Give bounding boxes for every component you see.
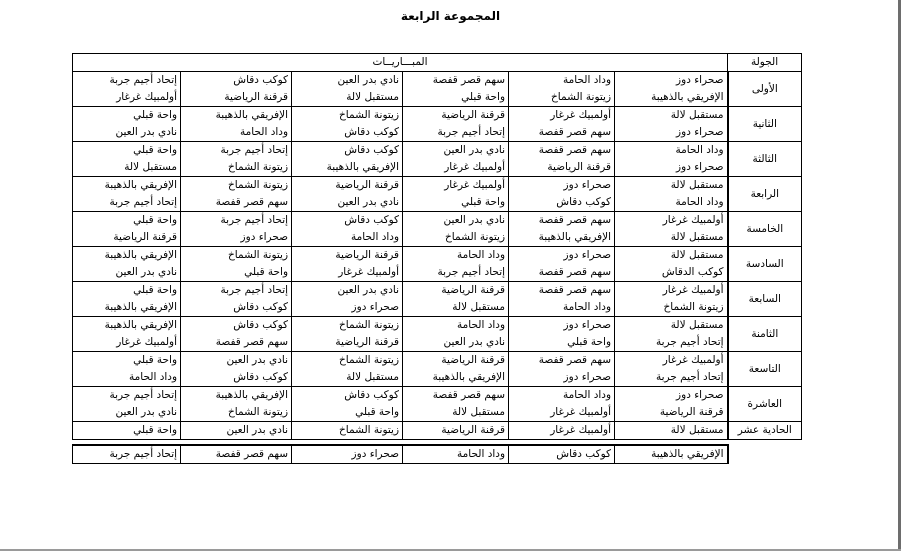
- team-cell: إتحاد أجيم جربة: [181, 282, 292, 300]
- team-cell: كوكب دقاش: [292, 142, 403, 160]
- round-label: التاسعة: [728, 352, 802, 387]
- team-cell: واحة قبلي: [73, 142, 181, 160]
- team-cell: وداد الحامة: [615, 142, 728, 160]
- team-cell: قرقنة الرياضية: [403, 282, 509, 300]
- team-cell: قرقنة الرياضية: [292, 177, 403, 195]
- team-cell: الإفريقي بالذهيبة: [615, 89, 728, 107]
- team-cell: أولمبيك غرغار: [292, 264, 403, 282]
- schedule-table: [72, 53, 802, 464]
- team-cell: قرقنة الرياضية: [181, 89, 292, 107]
- team-cell: سهم قصر قفصة: [181, 194, 292, 212]
- team-cell: قرقنة الرياضية: [292, 247, 403, 265]
- team-cell: زيتونة الشماخ: [615, 299, 728, 317]
- team-cell: واحة قبلي: [509, 334, 615, 352]
- team-cell: واحة قبلي: [73, 212, 181, 230]
- team-cell: الإفريقي بالذهيبة: [292, 159, 403, 177]
- page-title: المجموعة الرابعة: [400, 9, 501, 23]
- team-cell: مستقبل لالة: [615, 177, 728, 195]
- team-cell: واحة قبلي: [403, 89, 509, 107]
- team-cell: إتحاد أجيم جربة: [615, 369, 728, 387]
- round-label: الأولى: [728, 72, 802, 107]
- team-cell: قرقنة الرياضية: [403, 107, 509, 125]
- team-cell: واحة قبلي: [73, 107, 181, 125]
- round-label: الثالثة: [728, 142, 802, 177]
- team-cell: قرقنة الرياضية: [403, 352, 509, 370]
- team-cell: مستقبل لالة: [615, 107, 728, 125]
- team-cell: الإفريقي بالذهيبة: [181, 107, 292, 125]
- team-cell: مستقبل لالة: [615, 229, 728, 247]
- table-row-final: [73, 445, 802, 464]
- team-cell: سهم قصر قفصة: [509, 124, 615, 142]
- team-cell: قرقنة الرياضية: [509, 159, 615, 177]
- table-row: [73, 177, 802, 195]
- team-cell: إتحاد أجيم جربة: [615, 334, 728, 352]
- team-cell: أولمبيك غرغار: [73, 89, 181, 107]
- team-cell: واحة قبلي: [73, 282, 181, 300]
- team-cell: كوكب دقاش: [509, 445, 615, 464]
- team-cell: واحة قبلي: [292, 404, 403, 422]
- team-cell: كوكب دقاش: [292, 387, 403, 405]
- team-cell: نادي بدر العين: [292, 194, 403, 212]
- team-cell: مستقبل لالة: [403, 404, 509, 422]
- team-cell: نادي بدر العين: [403, 334, 509, 352]
- table-row: [73, 124, 802, 142]
- team-cell: مستقبل لالة: [615, 247, 728, 265]
- team-cell: إتحاد أجيم جربة: [73, 445, 181, 464]
- round-label: السابعة: [728, 282, 802, 317]
- team-cell: قرقنة الرياضية: [73, 229, 181, 247]
- team-cell: صحراء دوز: [292, 445, 403, 464]
- team-cell: الإفريقي بالذهيبة: [73, 317, 181, 335]
- team-cell: صحراء دوز: [509, 247, 615, 265]
- team-cell: إتحاد أجيم جربة: [73, 72, 181, 90]
- team-cell: أولمبيك غرغار: [509, 107, 615, 125]
- team-cell: نادي بدر العين: [403, 212, 509, 230]
- team-cell: سهم قصر قفصة: [403, 72, 509, 90]
- team-cell: كوكب دقاش: [292, 124, 403, 142]
- team-cell: وداد الحامة: [403, 445, 509, 464]
- round-label: السادسة: [728, 247, 802, 282]
- team-cell: أولمبيك غرغار: [403, 177, 509, 195]
- team-cell: سهم قصر قفصة: [181, 334, 292, 352]
- team-cell: نادي بدر العين: [73, 264, 181, 282]
- team-cell: نادي بدر العين: [73, 124, 181, 142]
- team-cell: أولمبيك غرغار: [509, 422, 615, 440]
- team-cell: مستقبل لالة: [615, 422, 728, 440]
- team-cell: زيتونة الشماخ: [292, 107, 403, 125]
- table-row: [73, 142, 802, 160]
- table-row: [73, 299, 802, 317]
- table-row: [73, 89, 802, 107]
- team-cell: الإفريقي بالذهيبة: [615, 445, 728, 464]
- team-cell: صحراء دوز: [181, 229, 292, 247]
- team-cell: صحراء دوز: [292, 299, 403, 317]
- schedule-body: [73, 72, 802, 464]
- team-cell: كوكب الدقاش: [615, 264, 728, 282]
- team-cell: نادي بدر العين: [403, 142, 509, 160]
- team-cell: أولمبيك غرغار: [615, 212, 728, 230]
- team-cell: كوكب دقاش: [181, 317, 292, 335]
- team-cell: مستقبل لالة: [292, 369, 403, 387]
- team-cell: وداد الحامة: [181, 124, 292, 142]
- team-cell: إتحاد أجيم جربة: [181, 142, 292, 160]
- table-row: [73, 317, 802, 335]
- team-cell: زيتونة الشماخ: [181, 177, 292, 195]
- team-cell: وداد الحامة: [509, 299, 615, 317]
- team-cell: وداد الحامة: [292, 229, 403, 247]
- team-cell: مستقبل لالة: [615, 317, 728, 335]
- table-row: [73, 352, 802, 370]
- team-cell: واحة قبلي: [181, 264, 292, 282]
- table-row: [73, 212, 802, 230]
- team-cell: زيتونة الشماخ: [509, 89, 615, 107]
- team-cell: وداد الحامة: [73, 369, 181, 387]
- team-cell: إتحاد أجيم جربة: [181, 212, 292, 230]
- team-cell: أولمبيك غرغار: [509, 404, 615, 422]
- table-row: [73, 422, 802, 440]
- team-cell: نادي بدر العين: [292, 282, 403, 300]
- team-cell: سهم قصر قفصة: [181, 445, 292, 464]
- team-cell: الإفريقي بالذهيبة: [181, 387, 292, 405]
- team-cell: سهم قصر قفصة: [509, 142, 615, 160]
- team-cell: نادي بدر العين: [73, 404, 181, 422]
- team-cell: زيتونة الشماخ: [181, 159, 292, 177]
- team-cell: إتحاد أجيم جربة: [73, 194, 181, 212]
- team-cell: واحة قبلي: [403, 194, 509, 212]
- team-cell: سهم قصر قفصة: [403, 387, 509, 405]
- table-row: [73, 247, 802, 265]
- team-cell: كوكب دقاش: [181, 72, 292, 90]
- team-cell: واحة قبلي: [73, 352, 181, 370]
- team-cell: صحراء دوز: [509, 177, 615, 195]
- team-cell: زيتونة الشماخ: [292, 422, 403, 440]
- team-cell: صحراء دوز: [615, 124, 728, 142]
- table-row: [73, 264, 802, 282]
- round-label: الثامنة: [728, 317, 802, 352]
- team-cell: نادي بدر العين: [292, 72, 403, 90]
- team-cell: زيتونة الشماخ: [292, 352, 403, 370]
- team-cell: كوكب دقاش: [181, 299, 292, 317]
- round-label: العاشرة: [728, 387, 802, 422]
- team-cell: وداد الحامة: [615, 194, 728, 212]
- team-cell: مستقبل لالة: [292, 89, 403, 107]
- team-cell: كوكب دقاش: [292, 212, 403, 230]
- round-column-header: الجولة: [728, 54, 802, 72]
- empty-round-cell: [728, 445, 802, 464]
- team-cell: الإفريقي بالذهيبة: [73, 299, 181, 317]
- round-label: الرابعة: [728, 177, 802, 212]
- round-label: الثانية: [728, 107, 802, 142]
- team-cell: أولمبيك غرغار: [615, 282, 728, 300]
- table-row: [73, 404, 802, 422]
- team-cell: صحراء دوز: [509, 369, 615, 387]
- team-cell: زيتونة الشماخ: [181, 404, 292, 422]
- team-cell: إتحاد أجيم جربة: [73, 387, 181, 405]
- team-cell: قرقنة الرياضية: [403, 422, 509, 440]
- team-cell: قرقنة الرياضية: [615, 404, 728, 422]
- team-cell: الإفريقي بالذهيبة: [403, 369, 509, 387]
- team-cell: إتحاد أجيم جربة: [403, 264, 509, 282]
- team-cell: أولمبيك غرغار: [403, 159, 509, 177]
- team-cell: نادي بدر العين: [181, 422, 292, 440]
- round-label: الحادية عشر: [728, 422, 802, 440]
- team-cell: كوكب دقاش: [181, 369, 292, 387]
- table-row: [73, 334, 802, 352]
- team-cell: إتحاد أجيم جربة: [403, 124, 509, 142]
- team-cell: زيتونة الشماخ: [292, 317, 403, 335]
- matches-column-header: المبـــاريــات: [73, 54, 728, 72]
- team-cell: أولمبيك غرغار: [73, 334, 181, 352]
- table-row: [73, 387, 802, 405]
- team-cell: مستقبل لالة: [403, 299, 509, 317]
- team-cell: صحراء دوز: [615, 387, 728, 405]
- team-cell: وداد الحامة: [403, 317, 509, 335]
- team-cell: سهم قصر قفصة: [509, 212, 615, 230]
- table-row: [73, 194, 802, 212]
- table-row: [73, 229, 802, 247]
- team-cell: سهم قصر قفصة: [509, 352, 615, 370]
- team-cell: نادي بدر العين: [181, 352, 292, 370]
- team-cell: صحراء دوز: [615, 72, 728, 90]
- table-row: [73, 282, 802, 300]
- round-label: الخامسة: [728, 212, 802, 247]
- team-cell: زيتونة الشماخ: [181, 247, 292, 265]
- team-cell: واحة قبلي: [73, 422, 181, 440]
- table-row: [73, 72, 802, 90]
- team-cell: زيتونة الشماخ: [403, 229, 509, 247]
- team-cell: الإفريقي بالذهيبة: [73, 177, 181, 195]
- table-row: [73, 159, 802, 177]
- team-cell: قرقنة الرياضية: [292, 334, 403, 352]
- team-cell: وداد الحامة: [509, 72, 615, 90]
- team-cell: الإفريقي بالذهيبة: [73, 247, 181, 265]
- team-cell: وداد الحامة: [403, 247, 509, 265]
- team-cell: الإفريقي بالذهيبة: [509, 229, 615, 247]
- team-cell: صحراء دوز: [509, 317, 615, 335]
- team-cell: أولمبيك غرغار: [615, 352, 728, 370]
- header-row: [73, 54, 802, 72]
- team-cell: كوكب دقاش: [509, 194, 615, 212]
- team-cell: سهم قصر قفصة: [509, 282, 615, 300]
- table-row: [73, 107, 802, 125]
- team-cell: وداد الحامة: [509, 387, 615, 405]
- team-cell: سهم قصر قفصة: [509, 264, 615, 282]
- team-cell: مستقبل لالة: [73, 159, 181, 177]
- team-cell: صحراء دوز: [615, 159, 728, 177]
- table-row: [73, 369, 802, 387]
